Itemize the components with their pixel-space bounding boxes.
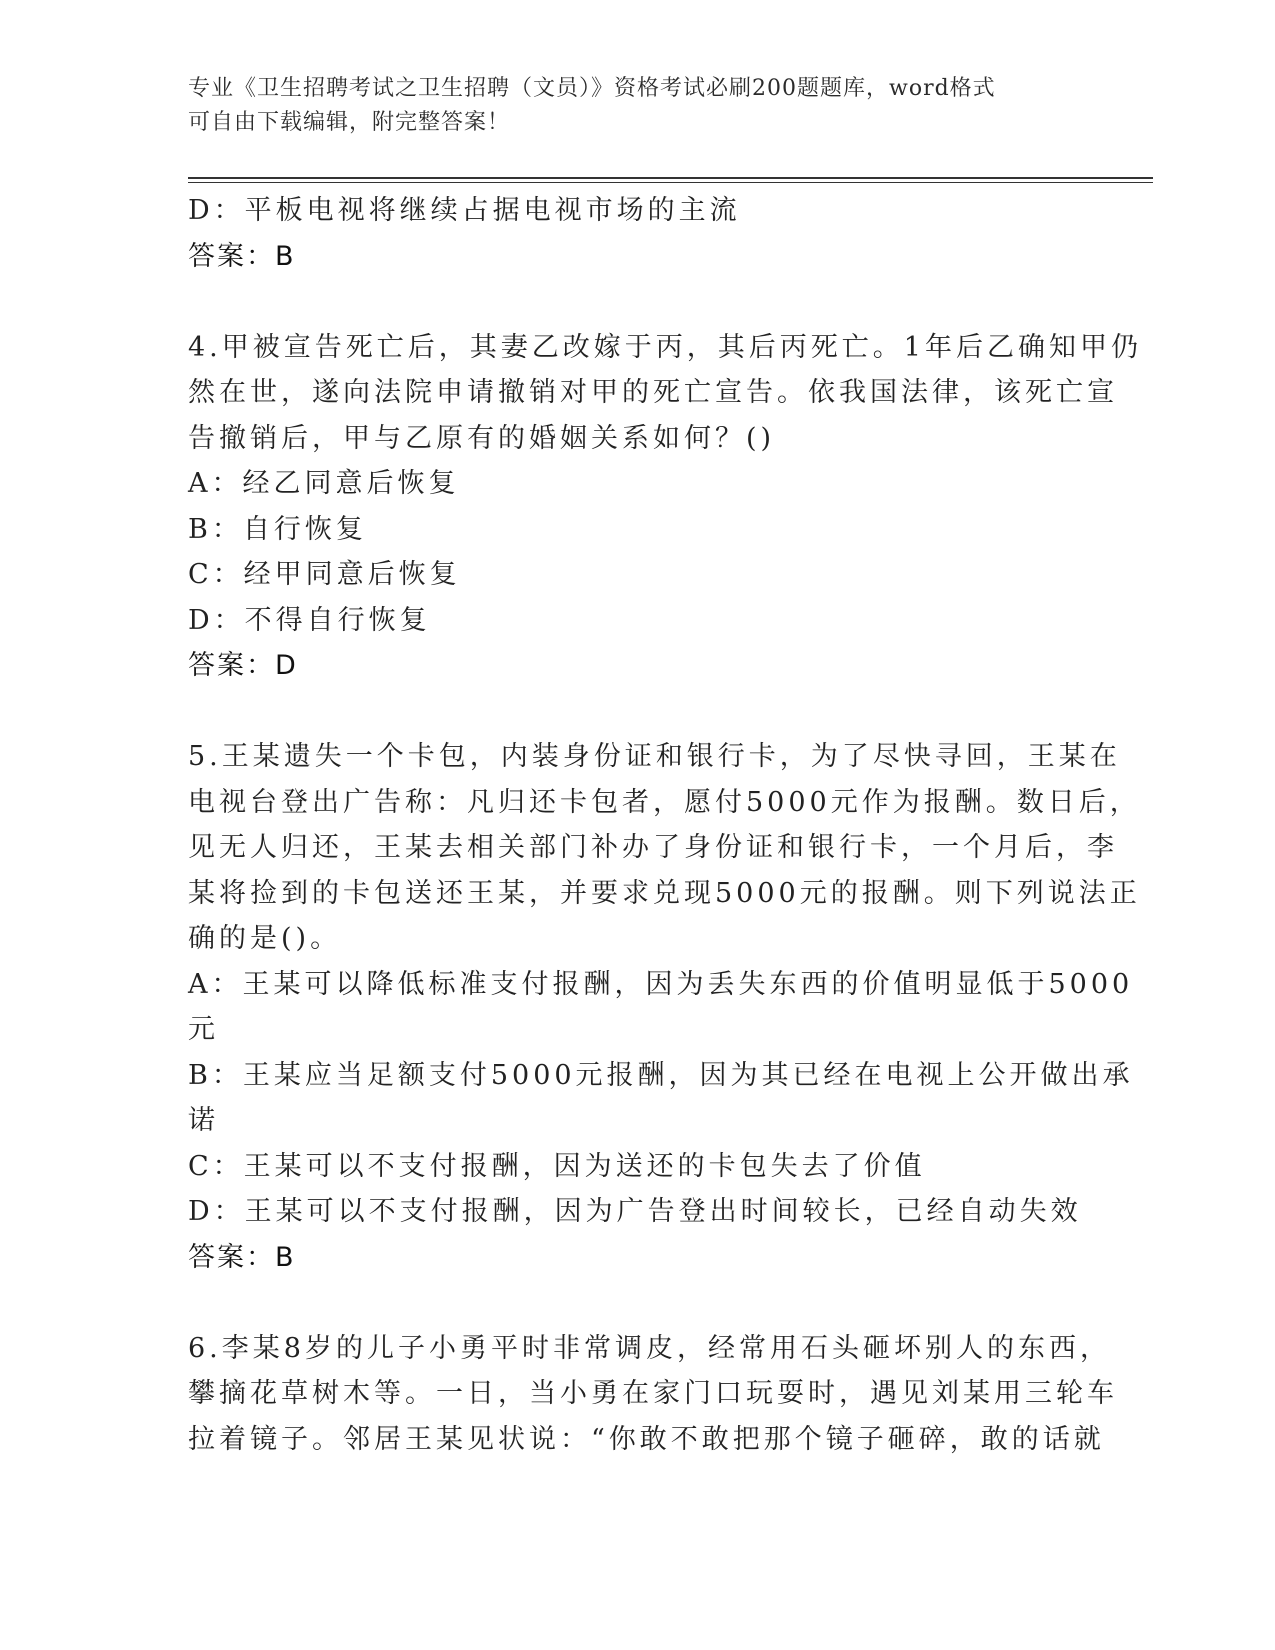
spacer <box>188 1280 1088 1326</box>
q5-option-c: C：王某可以不支付报酬，因为送还的卡包失去了价值 <box>188 1150 926 1182</box>
q6-stem-line-2: 攀摘花草树木等。一日，当小勇在家门口玩耍时，遇见刘某用三轮车 <box>188 1378 1118 1409</box>
q5-stem-line-3: 见无人归还，王某去相关部门补办了身份证和银行卡，一个月后，李 <box>188 832 1118 863</box>
document-body <box>188 188 1142 1462</box>
q4-stem-line-2: 然在世，遂向法院申请撤销对甲的死亡宣告。依我国法律，该死亡宣 <box>188 377 1118 408</box>
q5-stem-line-2: 电视台登出广告称：凡归还卡包者，愿付5000元作为报酬。数日后， <box>188 786 1141 818</box>
q5-option-a-line-2: 元 <box>188 1014 219 1045</box>
q5-option-b-line-2: 诺 <box>188 1105 219 1136</box>
q4-answer: 答案：D <box>188 650 298 681</box>
q5-stem-line-4: 某将捡到的卡包送还王某，并要求兑现5000元的报酬。则下列说法正 <box>188 877 1141 909</box>
q5-option-b-line-1: B：王某应当足额支付5000元报酬，因为其已经在电视上公开做出承 <box>188 1059 1134 1091</box>
spacer <box>188 689 1088 735</box>
q3-option-d: D：平板电视将继续占据电视市场的主流 <box>188 195 741 226</box>
q3-answer: 答案：B <box>188 240 296 272</box>
header-divider-thin <box>188 182 1153 183</box>
q4-stem-line-3: 告撤销后，甲与乙原有的婚姻关系如何？() <box>188 422 776 454</box>
q5-answer: 答案：B <box>188 1241 296 1273</box>
q5-stem-line-1: 5.王某遗失一个卡包，内装身份证和银行卡，为了尽快寻回，王某在 <box>188 741 1121 772</box>
q4-option-b: B：自行恢复 <box>188 513 367 545</box>
q5-option-d: D：王某可以不支付报酬，因为广告登出时间较长，已经自动失效 <box>188 1196 1082 1227</box>
document-header <box>188 72 1088 140</box>
q5-stem-line-5: 确的是()。 <box>188 923 342 954</box>
header-title-line-1: 专业《卫生招聘考试之卫生招聘（文员）》资格考试必刷200题题库，word格式 <box>188 76 996 101</box>
header-title-line-2: 可自由下载编辑，附完整答案！ <box>188 110 511 135</box>
q6-stem-line-1: 6.李某8岁的儿子小勇平时非常调皮，经常用石头砸坏别人的东西， <box>188 1332 1111 1364</box>
q5-option-a-line-1: A：王某可以降低标准支付报酬，因为丢失东西的价值明显低于5000 <box>188 968 1134 1000</box>
header-divider-thick <box>188 177 1153 179</box>
q4-option-d: D：不得自行恢复 <box>188 604 431 636</box>
q4-stem-line-1: 4.甲被宣告死亡后，其妻乙改嫁于丙，其后丙死亡。1年后乙确知甲仍 <box>188 331 1142 363</box>
q4-option-a: A：经乙同意后恢复 <box>188 468 460 499</box>
q4-option-c: C：经甲同意后恢复 <box>188 559 461 590</box>
spacer <box>188 279 1088 325</box>
q6-stem-line-3: 拉着镜子。邻居王某见状说：“你敢不敢把那个镜子砸碎，敢的话就 <box>188 1423 1105 1455</box>
